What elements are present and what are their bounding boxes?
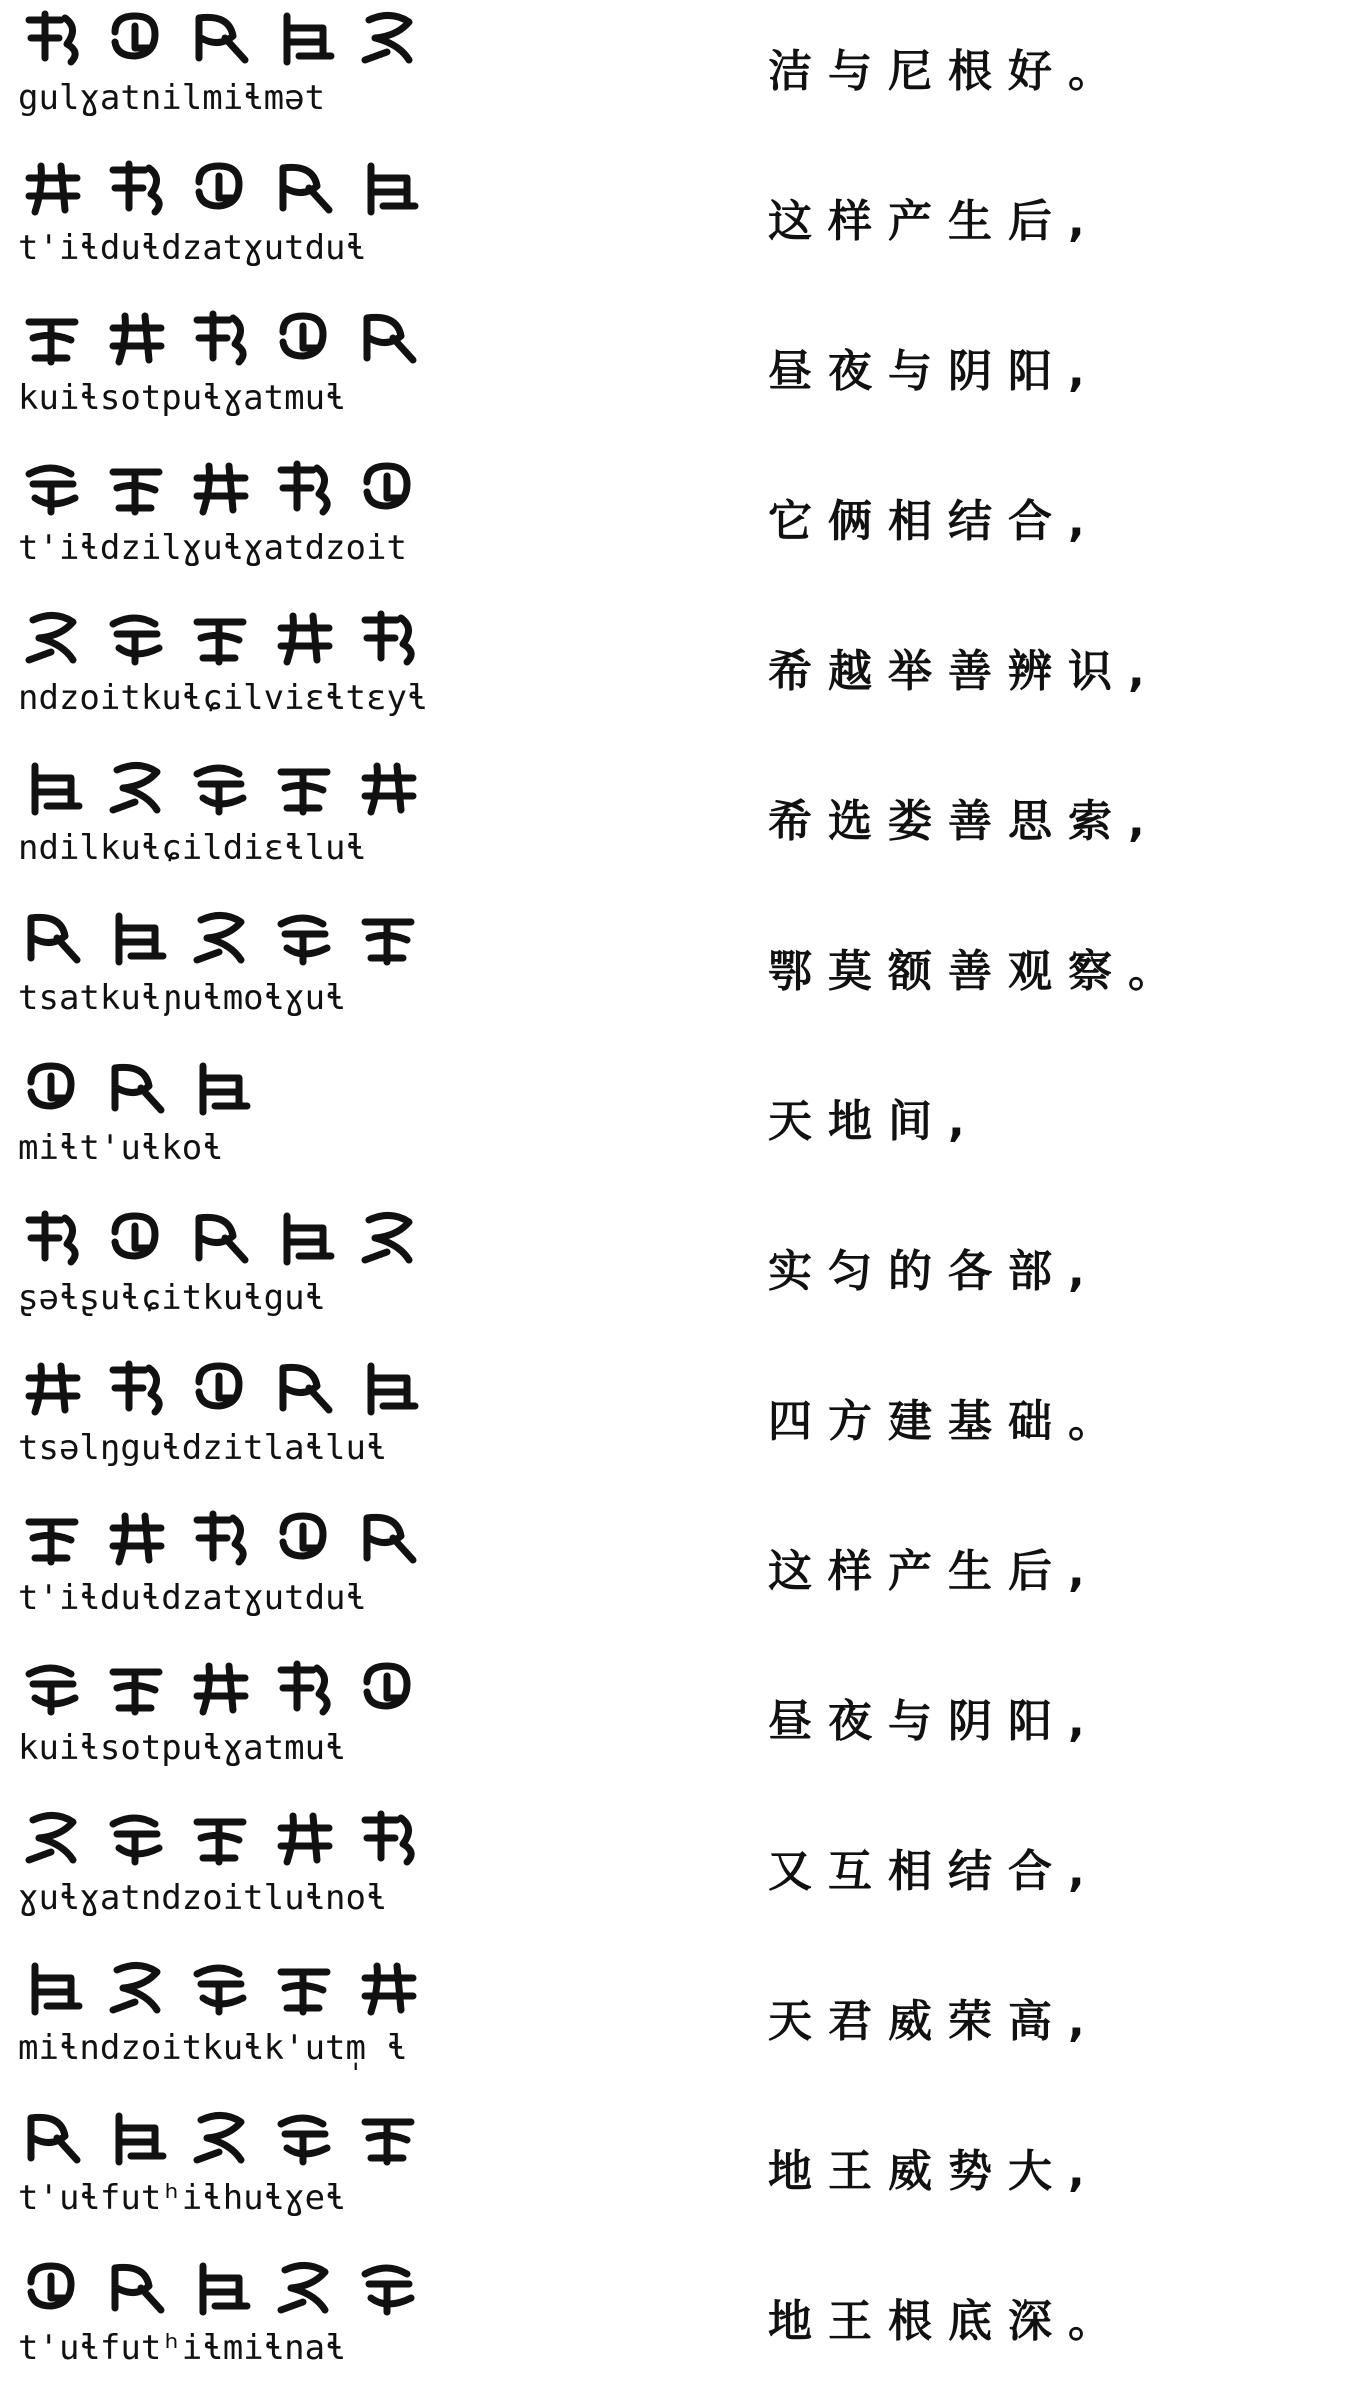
- chinese-translation: 地王威势大,: [768, 2146, 1101, 2197]
- yi-script-block: [18, 1658, 438, 1783]
- yi-glyph: [186, 458, 256, 518]
- yi-script-block: [18, 1208, 438, 1333]
- chinese-translation: 天君威荣高,: [768, 1996, 1101, 2047]
- yi-glyph: [354, 1508, 424, 1568]
- transliteration-text: tsatkuɬɲuɬmoɬɣuɬ: [18, 978, 346, 1018]
- yi-glyph: [18, 758, 88, 818]
- chinese-translation: 又互相结合,: [768, 1846, 1101, 1897]
- yi-glyph: [270, 1808, 340, 1868]
- yi-glyph-row: [18, 1058, 438, 1120]
- yi-script-block: [18, 1058, 438, 1183]
- yi-glyph: [270, 1358, 340, 1418]
- chinese-translation: 希越举善辨识,: [768, 646, 1161, 697]
- yi-glyph-row: [18, 1508, 438, 1570]
- yi-glyph: [102, 1658, 172, 1718]
- yi-glyph: [354, 308, 424, 368]
- yi-script-block: [18, 2108, 438, 2233]
- yi-glyph: [102, 2108, 172, 2168]
- transliteration-text: ʂəɬʂuɬɕitkuɬguɬ: [18, 1278, 326, 1318]
- yi-glyph: [18, 8, 88, 68]
- yi-glyph-drawing: [354, 1208, 424, 1268]
- chinese-translation: 四方建基础。: [768, 1396, 1128, 1447]
- yi-glyph-drawing: [186, 908, 256, 968]
- yi-glyph-row: [18, 1208, 438, 1270]
- yi-glyph-drawing: [270, 8, 340, 68]
- yi-glyph: [270, 458, 340, 518]
- yi-glyph: [270, 1658, 340, 1718]
- yi-glyph-row: [18, 1808, 438, 1870]
- yi-glyph-drawing: [270, 158, 340, 218]
- yi-glyph: [102, 908, 172, 968]
- yi-glyph: [270, 1508, 340, 1568]
- yi-glyph-row: [18, 308, 438, 370]
- transliteration-text: t'iɬdzilɣuɬɣatdzoit: [18, 528, 407, 568]
- yi-glyph: [270, 608, 340, 668]
- yi-glyph: [18, 2258, 88, 2318]
- transliteration-text: ndilkuɬɕildiɛɬluɬ: [18, 828, 366, 868]
- yi-glyph: [102, 608, 172, 668]
- transliteration-text: gulɣatnilmiɬmət: [18, 78, 326, 118]
- chinese-translation: 实匀的各部,: [768, 1246, 1101, 1297]
- yi-script-block: [18, 1358, 438, 1483]
- yi-glyph-drawing: [270, 2108, 340, 2168]
- yi-glyph: [18, 1058, 88, 1118]
- yi-glyph: [354, 1808, 424, 1868]
- yi-glyph: [354, 2258, 424, 2318]
- yi-glyph-drawing: [102, 458, 172, 518]
- yi-glyph-row: [18, 1958, 438, 2020]
- yi-script-block: [18, 1808, 438, 1933]
- yi-glyph: [102, 2258, 172, 2318]
- transliteration-text: t'uɬfutʰiɬhuɬɣeɬ: [18, 2178, 346, 2218]
- yi-glyph: [270, 1208, 340, 1268]
- yi-glyph: [102, 308, 172, 368]
- yi-glyph: [102, 458, 172, 518]
- yi-glyph-drawing: [102, 1508, 172, 1568]
- yi-glyph-drawing: [102, 1958, 172, 2018]
- yi-glyph: [186, 1958, 256, 2018]
- chinese-translation: 天地间,: [768, 1096, 981, 1147]
- yi-glyph: [270, 908, 340, 968]
- yi-glyph-drawing: [354, 1508, 424, 1568]
- yi-script-block: [18, 2258, 438, 2383]
- yi-glyph-drawing: [186, 1958, 256, 2018]
- yi-glyph-drawing: [18, 1808, 88, 1868]
- yi-script-block: [18, 308, 438, 433]
- transliteration-text: ndzoitkuɬɕilviɛɬtɛyɬ: [18, 678, 428, 718]
- yi-glyph: [102, 1358, 172, 1418]
- yi-glyph-drawing: [270, 758, 340, 818]
- chinese-translation: 昼夜与阴阳,: [768, 346, 1101, 397]
- yi-glyph: [18, 308, 88, 368]
- verse-line: [0, 0, 1359, 150]
- yi-glyph-drawing: [354, 1358, 424, 1418]
- yi-glyph: [186, 8, 256, 68]
- verse-line: [0, 1200, 1359, 1350]
- yi-glyph-drawing: [102, 2258, 172, 2318]
- yi-glyph: [102, 1058, 172, 1118]
- yi-glyph-drawing: [186, 608, 256, 668]
- yi-glyph: [354, 1358, 424, 1418]
- yi-glyph: [102, 158, 172, 218]
- transliteration-text: ɣuɬɣatndzoitluɬnoɬ: [18, 1878, 387, 1918]
- yi-script-block: [18, 608, 438, 733]
- yi-glyph-drawing: [354, 308, 424, 368]
- yi-glyph-row: [18, 608, 438, 670]
- yi-glyph: [270, 758, 340, 818]
- verse-line: [0, 300, 1359, 450]
- yi-glyph: [354, 1658, 424, 1718]
- yi-glyph: [18, 608, 88, 668]
- yi-glyph-drawing: [186, 8, 256, 68]
- yi-glyph: [18, 458, 88, 518]
- yi-glyph-drawing: [186, 308, 256, 368]
- yi-glyph-drawing: [354, 1808, 424, 1868]
- yi-glyph-row: [18, 8, 438, 70]
- transliteration-text: kuiɬsotpuɬɣatmuɬ: [18, 378, 346, 418]
- chinese-translation: 鄂莫额善观察。: [768, 946, 1188, 997]
- yi-glyph: [186, 1808, 256, 1868]
- yi-glyph-drawing: [18, 458, 88, 518]
- yi-glyph-drawing: [354, 1658, 424, 1718]
- verse-line: [0, 1650, 1359, 1800]
- yi-glyph: [186, 758, 256, 818]
- yi-glyph: [354, 758, 424, 818]
- yi-glyph: [186, 1058, 256, 1118]
- yi-glyph: [102, 1958, 172, 2018]
- yi-glyph: [102, 1808, 172, 1868]
- yi-glyph-drawing: [102, 758, 172, 818]
- yi-glyph-drawing: [354, 608, 424, 668]
- yi-glyph-drawing: [354, 908, 424, 968]
- yi-glyph-drawing: [18, 758, 88, 818]
- yi-script-block: [18, 1958, 438, 2083]
- yi-glyph: [186, 2258, 256, 2318]
- yi-glyph-drawing: [102, 158, 172, 218]
- yi-glyph-drawing: [270, 458, 340, 518]
- yi-glyph: [186, 1208, 256, 1268]
- yi-glyph-drawing: [354, 2258, 424, 2318]
- yi-glyph-drawing: [186, 1358, 256, 1418]
- yi-glyph-drawing: [18, 2258, 88, 2318]
- yi-glyph-drawing: [102, 608, 172, 668]
- transliteration-text: miɬt'uɬkoɬ: [18, 1128, 223, 1168]
- chinese-translation: 洁与尼根好。: [768, 46, 1128, 97]
- yi-glyph: [18, 1208, 88, 1268]
- chinese-translation: 地王根底深。: [768, 2296, 1128, 2347]
- yi-glyph-drawing: [18, 2108, 88, 2168]
- transliteration-text: kuiɬsotpuɬɣatmuɬ: [18, 1728, 346, 1768]
- yi-glyph-drawing: [186, 1208, 256, 1268]
- yi-glyph-drawing: [186, 458, 256, 518]
- yi-glyph-drawing: [18, 308, 88, 368]
- yi-glyph-row: [18, 2258, 438, 2320]
- yi-glyph-drawing: [18, 1658, 88, 1718]
- yi-glyph-drawing: [18, 8, 88, 68]
- yi-glyph: [270, 2258, 340, 2318]
- yi-glyph-drawing: [186, 758, 256, 818]
- chinese-translation: 这样产生后,: [768, 196, 1101, 247]
- yi-script-block: [18, 8, 438, 133]
- verse-line: [0, 1500, 1359, 1650]
- yi-glyph-drawing: [354, 2108, 424, 2168]
- yi-glyph-drawing: [102, 1808, 172, 1868]
- yi-glyph: [270, 2108, 340, 2168]
- verse-line: [0, 1050, 1359, 1200]
- yi-script-block: [18, 1508, 438, 1633]
- yi-glyph: [18, 1508, 88, 1568]
- yi-glyph-drawing: [270, 608, 340, 668]
- yi-glyph: [354, 608, 424, 668]
- yi-script-block: [18, 158, 438, 283]
- yi-glyph-drawing: [102, 1058, 172, 1118]
- yi-glyph: [354, 458, 424, 518]
- chinese-translation: 它俩相结合,: [768, 496, 1101, 547]
- yi-glyph: [270, 158, 340, 218]
- yi-glyph-row: [18, 1658, 438, 1720]
- yi-glyph-drawing: [354, 758, 424, 818]
- yi-glyph-drawing: [186, 1508, 256, 1568]
- yi-script-block: [18, 458, 438, 583]
- verse-line: [0, 600, 1359, 750]
- yi-glyph: [18, 1808, 88, 1868]
- yi-glyph-row: [18, 2108, 438, 2170]
- transliteration-text: t'uɬfutʰiɬmiɬnaɬ: [18, 2328, 346, 2368]
- yi-glyph-drawing: [270, 1358, 340, 1418]
- verse-line: [0, 1950, 1359, 2100]
- yi-glyph: [186, 2108, 256, 2168]
- yi-glyph-row: [18, 758, 438, 820]
- yi-glyph-drawing: [354, 158, 424, 218]
- yi-glyph: [186, 1508, 256, 1568]
- yi-glyph-drawing: [18, 1358, 88, 1418]
- yi-glyph-drawing: [102, 1208, 172, 1268]
- yi-glyph: [354, 908, 424, 968]
- yi-glyph: [270, 308, 340, 368]
- verse-line: [0, 900, 1359, 1050]
- yi-glyph: [186, 1658, 256, 1718]
- transliteration-text: t'iɬduɬdzatɣutduɬ: [18, 228, 366, 268]
- verse-line: [0, 1350, 1359, 1500]
- yi-glyph-drawing: [270, 908, 340, 968]
- yi-glyph: [102, 8, 172, 68]
- yi-glyph: [186, 158, 256, 218]
- verse-line: [0, 2100, 1359, 2250]
- yi-glyph-drawing: [18, 1958, 88, 2018]
- chinese-translation: 昼夜与阴阳,: [768, 1696, 1101, 1747]
- yi-glyph-drawing: [18, 158, 88, 218]
- yi-glyph-drawing: [354, 1958, 424, 2018]
- yi-glyph-drawing: [270, 2258, 340, 2318]
- yi-glyph-drawing: [186, 2108, 256, 2168]
- yi-glyph: [102, 758, 172, 818]
- yi-glyph: [354, 1958, 424, 2018]
- transliteration-text: t'iɬduɬdzatɣutduɬ: [18, 1578, 366, 1618]
- yi-glyph-row: [18, 158, 438, 220]
- yi-glyph-drawing: [186, 2258, 256, 2318]
- verse-line: [0, 750, 1359, 900]
- yi-glyph: [102, 1208, 172, 1268]
- verse-line: [0, 450, 1359, 600]
- yi-glyph-drawing: [186, 1658, 256, 1718]
- yi-glyph: [354, 8, 424, 68]
- yi-glyph: [18, 1958, 88, 2018]
- transliteration-text: tsəlŋguɬdzitlaɬluɬ: [18, 1428, 387, 1468]
- verse-line: [0, 150, 1359, 300]
- yi-script-block: [18, 758, 438, 883]
- yi-glyph-drawing: [270, 1958, 340, 2018]
- yi-glyph: [186, 608, 256, 668]
- yi-glyph-drawing: [18, 1058, 88, 1118]
- yi-glyph: [354, 2108, 424, 2168]
- yi-glyph-drawing: [186, 1808, 256, 1868]
- verse-line: [0, 2250, 1359, 2400]
- yi-glyph: [270, 8, 340, 68]
- yi-glyph-drawing: [18, 908, 88, 968]
- yi-glyph: [102, 1508, 172, 1568]
- yi-glyph-drawing: [186, 1058, 256, 1118]
- yi-glyph: [354, 1208, 424, 1268]
- yi-glyph-drawing: [354, 8, 424, 68]
- yi-glyph: [18, 1358, 88, 1418]
- yi-glyph: [186, 1358, 256, 1418]
- chinese-translation: 希选娄善思索,: [768, 796, 1161, 847]
- yi-glyph-row: [18, 908, 438, 970]
- yi-glyph: [18, 1658, 88, 1718]
- yi-glyph-drawing: [354, 458, 424, 518]
- transliteration-text: miɬndzoitkuɬk'utm̩ ɬ: [18, 2028, 407, 2068]
- yi-glyph-drawing: [18, 1508, 88, 1568]
- yi-glyph-drawing: [102, 8, 172, 68]
- yi-glyph-drawing: [270, 308, 340, 368]
- yi-script-block: [18, 908, 438, 1033]
- yi-glyph: [18, 908, 88, 968]
- yi-glyph-row: [18, 1358, 438, 1420]
- yi-glyph-drawing: [102, 1358, 172, 1418]
- yi-glyph: [270, 1958, 340, 2018]
- yi-glyph: [186, 908, 256, 968]
- yi-glyph-drawing: [270, 1658, 340, 1718]
- yi-glyph-row: [18, 458, 438, 520]
- yi-glyph: [186, 308, 256, 368]
- yi-glyph-drawing: [102, 908, 172, 968]
- yi-glyph-drawing: [102, 308, 172, 368]
- yi-glyph-drawing: [102, 2108, 172, 2168]
- verse-line: [0, 1800, 1359, 1950]
- yi-glyph: [18, 158, 88, 218]
- yi-glyph: [18, 2108, 88, 2168]
- chinese-translation: 这样产生后,: [768, 1546, 1101, 1597]
- yi-glyph-drawing: [18, 1208, 88, 1268]
- yi-glyph-drawing: [270, 1808, 340, 1868]
- yi-glyph-drawing: [270, 1508, 340, 1568]
- yi-glyph: [354, 158, 424, 218]
- yi-glyph-drawing: [186, 158, 256, 218]
- yi-glyph-drawing: [102, 1658, 172, 1718]
- yi-glyph-drawing: [270, 1208, 340, 1268]
- yi-glyph-drawing: [18, 608, 88, 668]
